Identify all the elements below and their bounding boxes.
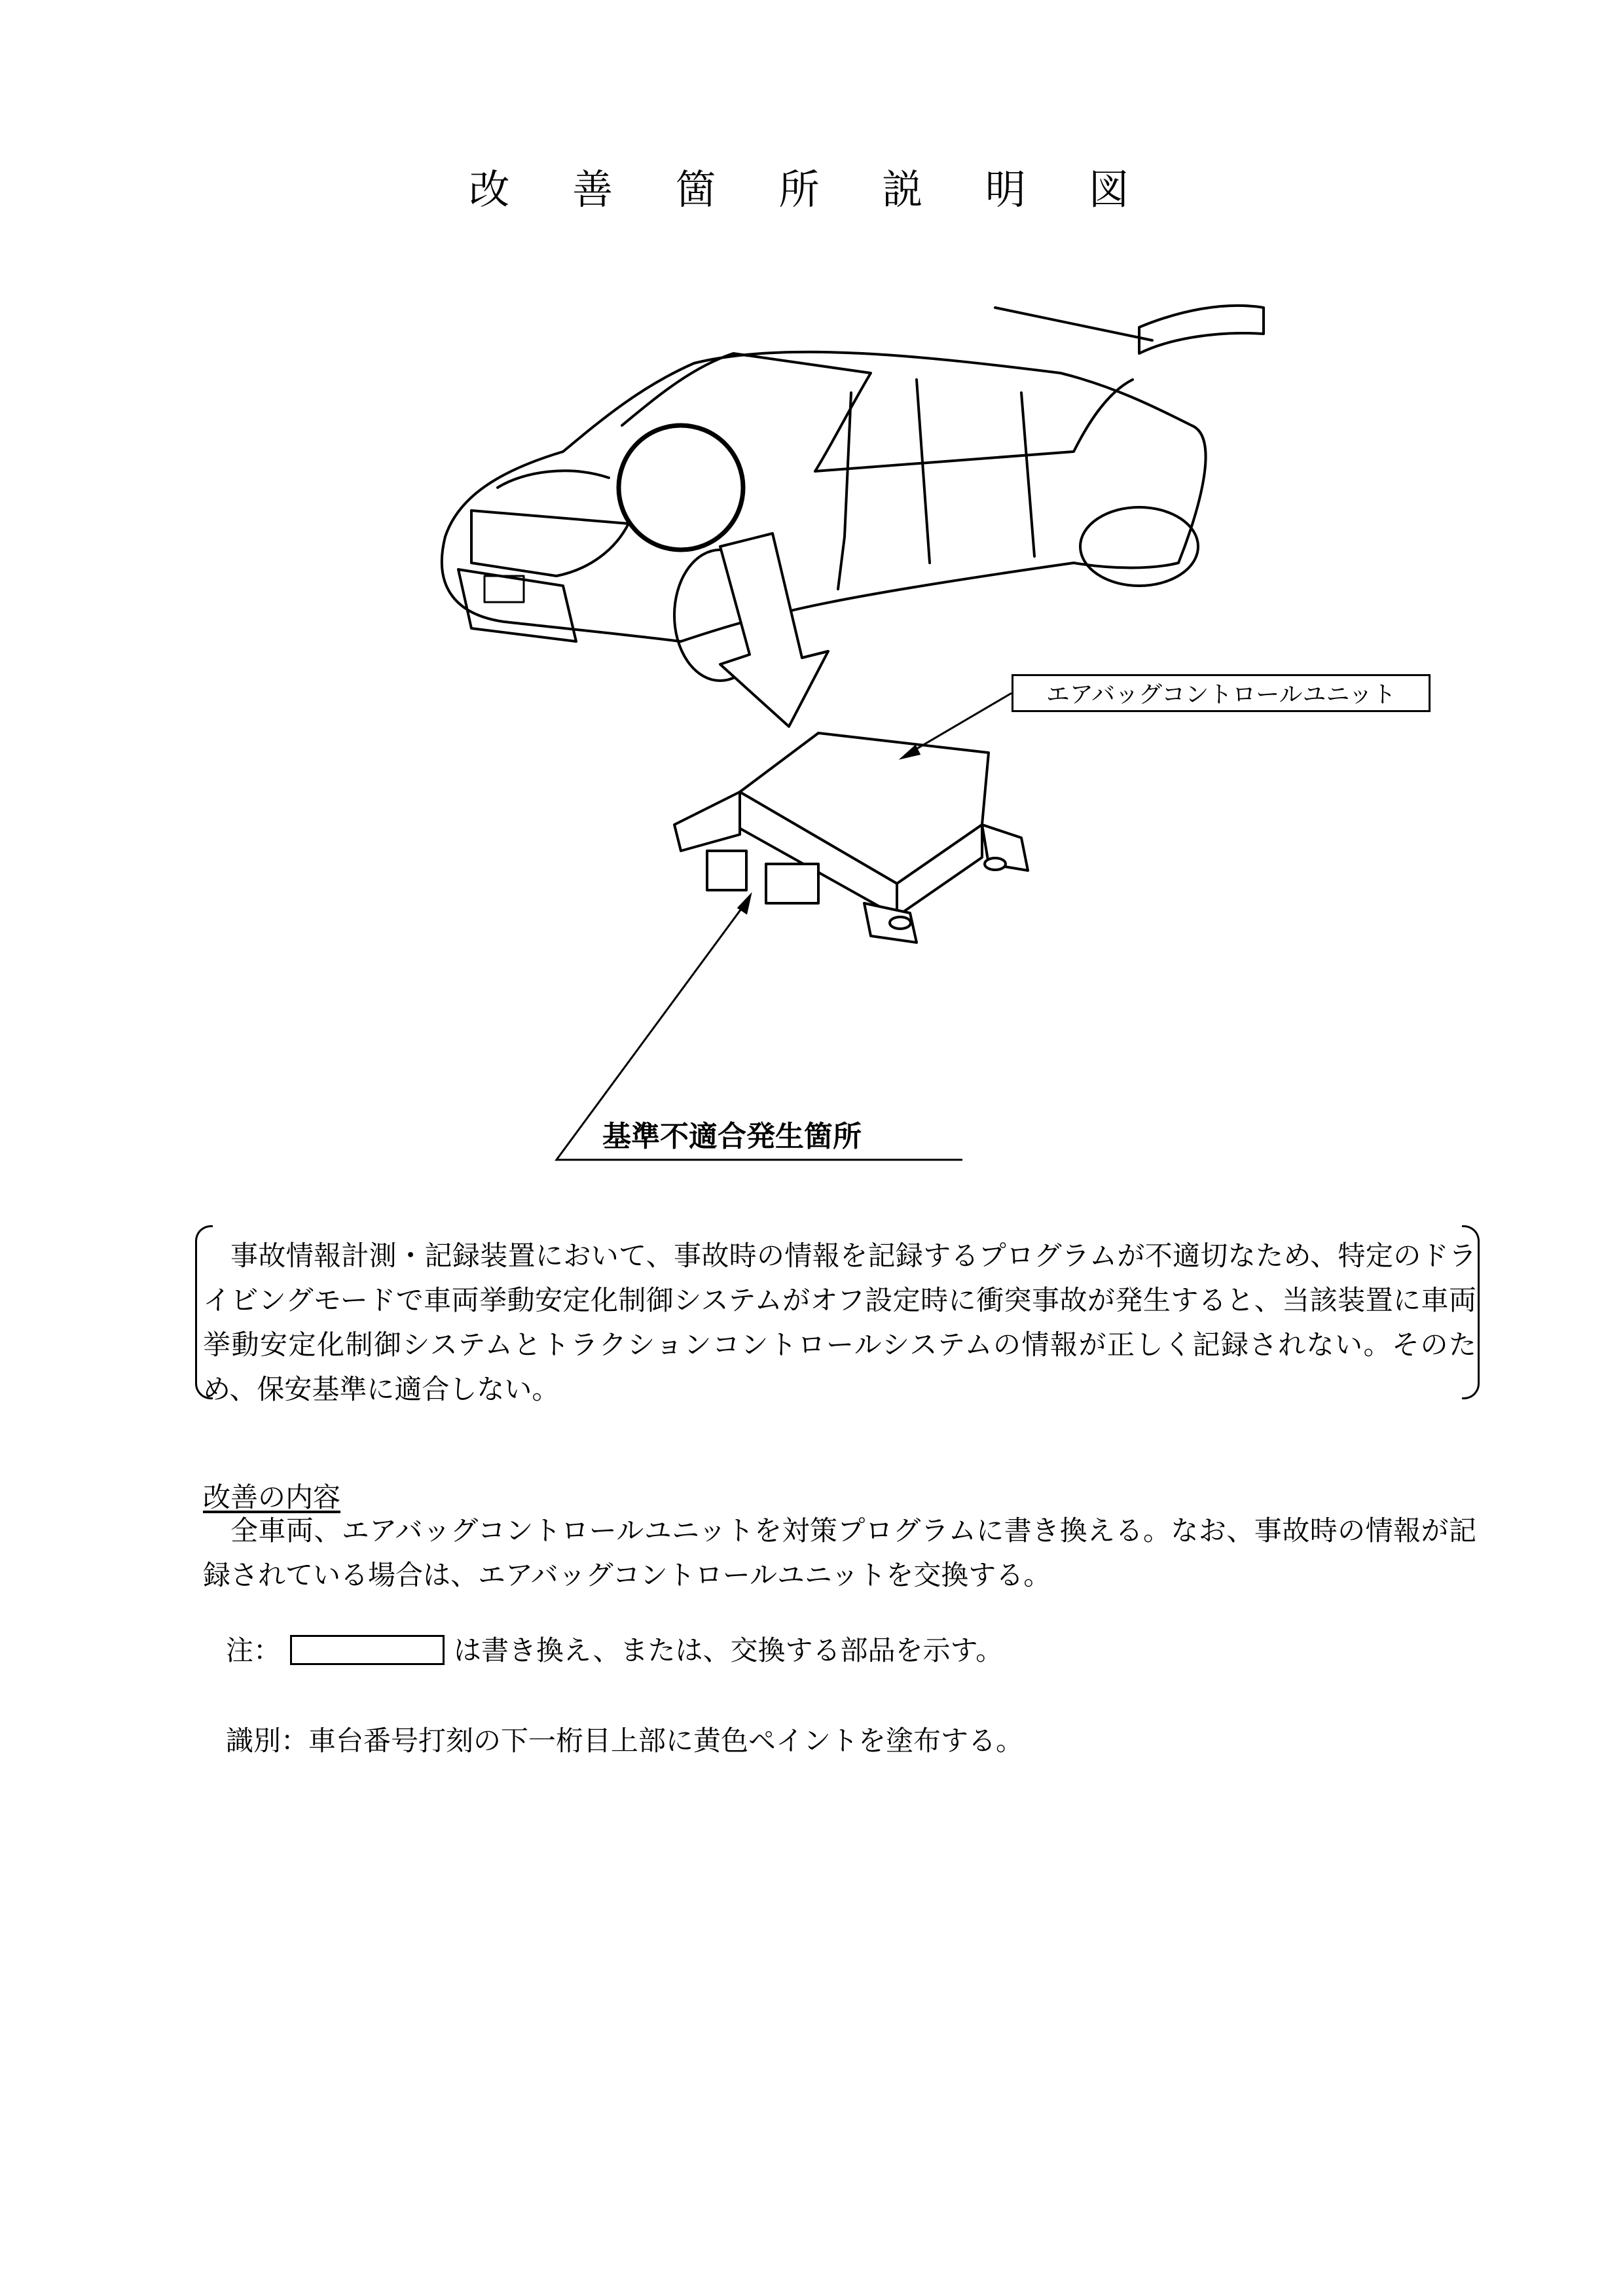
acu-callout-label: エアバッグコントロールユニット (1012, 674, 1431, 712)
airbag-control-unit (674, 733, 1028, 942)
improvement-text: 全車両、エアバッグコントロールユニットを対策プログラムに書き換える。なお、事故時の情報が記録されている場合は、エアバッグコントロールユニットを交換する。 (203, 1515, 1476, 1591)
improvement-heading: 改善の内容 (203, 1481, 341, 1513)
note-line (226, 1631, 1003, 1670)
defect-description: 事故情報計測・記録装置において、事故時の情報を記録するプログラムが不適切なため、特定のドライビングモードで車両挙動安定化制御システムがオフ設定時に衝突事故が発生すると、当該装置に車両挙動安定化制御システムとトラクションコントロールシステムの情報が正しく記録されない。そのため、保安基準に適合しない。 (203, 1240, 1476, 1405)
defect-location-label: 基準不適合発生箇所 (602, 1120, 862, 1153)
note-prefix: 注： (226, 1634, 282, 1666)
note-legend-box (290, 1635, 445, 1665)
page-title: 改 善 箇 所 説 明 図 (469, 166, 1154, 213)
identification-line: 識別：車台番号打刻の下一桁目上部に黄色ペイントを塗布する。 (226, 1725, 1024, 1757)
note-suffix: は書き換え、または、交換する部品を示す。 (454, 1634, 1004, 1666)
pointer-arrow (720, 533, 828, 726)
highlight-circle (619, 425, 743, 550)
car-illustration (442, 306, 1264, 681)
